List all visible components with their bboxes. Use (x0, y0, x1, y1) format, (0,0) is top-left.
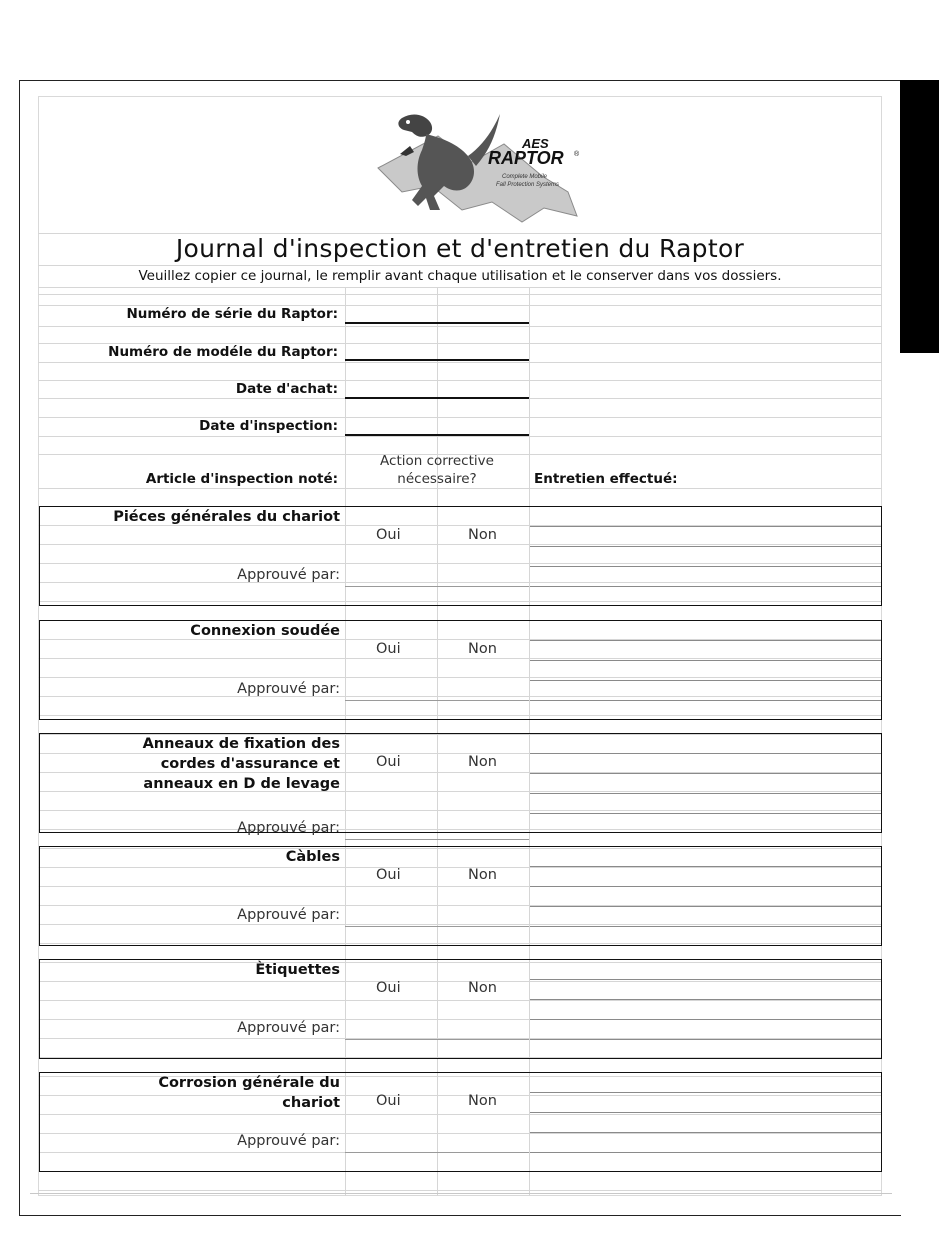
oui-checkbox-label[interactable]: Oui (376, 754, 401, 770)
logo-registered-mark: ® (574, 151, 580, 158)
section-title-line: cordes d'assurance et (160, 756, 340, 772)
maintenance-entry-line[interactable] (530, 813, 881, 814)
maintenance-entry-line[interactable] (530, 1092, 881, 1093)
logo-tagline-2: Fall Protection Systems (496, 182, 560, 188)
section-title-line: Ètiquettes (255, 962, 340, 978)
inspection-date-value[interactable] (350, 418, 524, 434)
section-title-line: Anneaux de fixation des (142, 736, 340, 752)
approved-by-label: Approuvé par: (237, 907, 340, 923)
inspection-date-label: Date d'inspection: (199, 418, 338, 434)
non-checkbox-label[interactable]: Non (468, 980, 497, 996)
approved-by-signature-line[interactable] (345, 839, 529, 840)
logo-tagline-1: Complete Mobile (502, 174, 548, 180)
footer-rule (30, 1193, 892, 1194)
maintenance-entry-line[interactable] (530, 526, 881, 527)
logo-brand-name: RAPTOR (488, 148, 564, 168)
approved-by-signature-line[interactable] (345, 926, 529, 927)
approved-by-label: Approuvé par: (237, 1133, 340, 1149)
approved-by-signature-line[interactable] (345, 1039, 529, 1040)
approved-by-signature-line[interactable] (345, 586, 529, 587)
gridline-horizontal (38, 436, 882, 437)
column-header-action (345, 452, 529, 488)
maintenance-entry-line[interactable] (530, 1019, 881, 1020)
serial-number-value[interactable] (350, 306, 524, 322)
column-header-article: Article d'inspection noté: (145, 471, 338, 487)
non-checkbox-label[interactable]: Non (468, 754, 497, 770)
maintenance-entry-line[interactable] (530, 640, 881, 641)
section-title-line: Corrosion générale du (158, 1075, 340, 1091)
maintenance-entry-line[interactable] (530, 1152, 881, 1153)
approved-by-label: Approuvé par: (237, 1020, 340, 1036)
maintenance-entry-line[interactable] (530, 793, 881, 794)
approved-by-label: Approuvé par: (237, 681, 340, 697)
oui-checkbox-label[interactable]: Oui (376, 867, 401, 883)
approved-by-label: Approuvé par: (237, 820, 340, 836)
column-header-action-line2: nécessaire? (397, 471, 477, 487)
purchase-date-underline (345, 397, 529, 399)
approved-by-signature-line[interactable] (345, 1152, 529, 1153)
model-number-label: Numéro de modéle du Raptor: (108, 344, 338, 360)
maintenance-entry-line[interactable] (530, 1132, 881, 1133)
maintenance-entry-line[interactable] (530, 906, 881, 907)
maintenance-entry-line[interactable] (530, 660, 881, 661)
raptor-logo (372, 106, 592, 228)
oui-checkbox-label[interactable]: Oui (376, 1093, 401, 1109)
maintenance-entry-line[interactable] (530, 753, 881, 754)
gridline-horizontal (38, 287, 882, 288)
non-checkbox-label[interactable]: Non (468, 641, 497, 657)
model-number-underline (345, 359, 529, 361)
model-number-value[interactable] (350, 344, 524, 360)
gridline-horizontal (38, 294, 882, 295)
purchase-date-value[interactable] (350, 381, 524, 397)
non-checkbox-label[interactable]: Non (468, 1093, 497, 1109)
maintenance-entry-line[interactable] (530, 866, 881, 867)
gridline-horizontal (38, 265, 882, 266)
section-title-line: Càbles (285, 849, 340, 865)
non-checkbox-label[interactable]: Non (468, 527, 497, 543)
section-title-line: Piéces générales du chariot (113, 509, 340, 525)
maintenance-entry-line[interactable] (530, 999, 881, 1000)
gridline-horizontal (38, 362, 882, 363)
section-title-line: chariot (282, 1095, 340, 1111)
maintenance-entry-line[interactable] (530, 586, 881, 587)
logo-brand-top: AES (522, 136, 549, 151)
serial-number-label: Numéro de série du Raptor: (126, 306, 338, 322)
page-tab-marker (900, 80, 939, 353)
section-title-line: Connexion soudée (190, 623, 340, 639)
maintenance-entry-line[interactable] (530, 546, 881, 547)
maintenance-entry-line[interactable] (530, 566, 881, 567)
section-title-line: anneaux en D de levage (143, 776, 340, 792)
maintenance-entry-line[interactable] (530, 680, 881, 681)
page-subtitle: Veuillez copier ce journal, le remplir avant chaque utilisation et le conserver dans vos dossiers. (138, 268, 782, 284)
serial-number-underline (345, 322, 529, 324)
maintenance-entry-line[interactable] (530, 1112, 881, 1113)
gridline-horizontal (38, 326, 882, 327)
maintenance-entry-line[interactable] (530, 886, 881, 887)
maintenance-entry-line[interactable] (530, 773, 881, 774)
maintenance-entry-line[interactable] (530, 700, 881, 701)
approved-by-signature-line[interactable] (345, 700, 529, 701)
approved-by-label: Approuvé par: (237, 567, 340, 583)
column-header-entretien: Entretien effectué: (534, 471, 678, 487)
maintenance-entry-line[interactable] (530, 926, 881, 927)
gridline-horizontal (38, 1190, 882, 1191)
oui-checkbox-label[interactable]: Oui (376, 641, 401, 657)
gridline-horizontal (38, 488, 882, 489)
non-checkbox-label[interactable]: Non (468, 867, 497, 883)
column-header-action-line1: Action corrective (380, 453, 494, 469)
page-title: Journal d'inspection et d'entretien du Raptor (175, 234, 745, 263)
purchase-date-label: Date d'achat: (235, 381, 338, 397)
maintenance-entry-line[interactable] (530, 1039, 881, 1040)
oui-checkbox-label[interactable]: Oui (376, 527, 401, 543)
oui-checkbox-label[interactable]: Oui (376, 980, 401, 996)
maintenance-entry-line[interactable] (530, 979, 881, 980)
inspection-date-underline (345, 434, 529, 436)
